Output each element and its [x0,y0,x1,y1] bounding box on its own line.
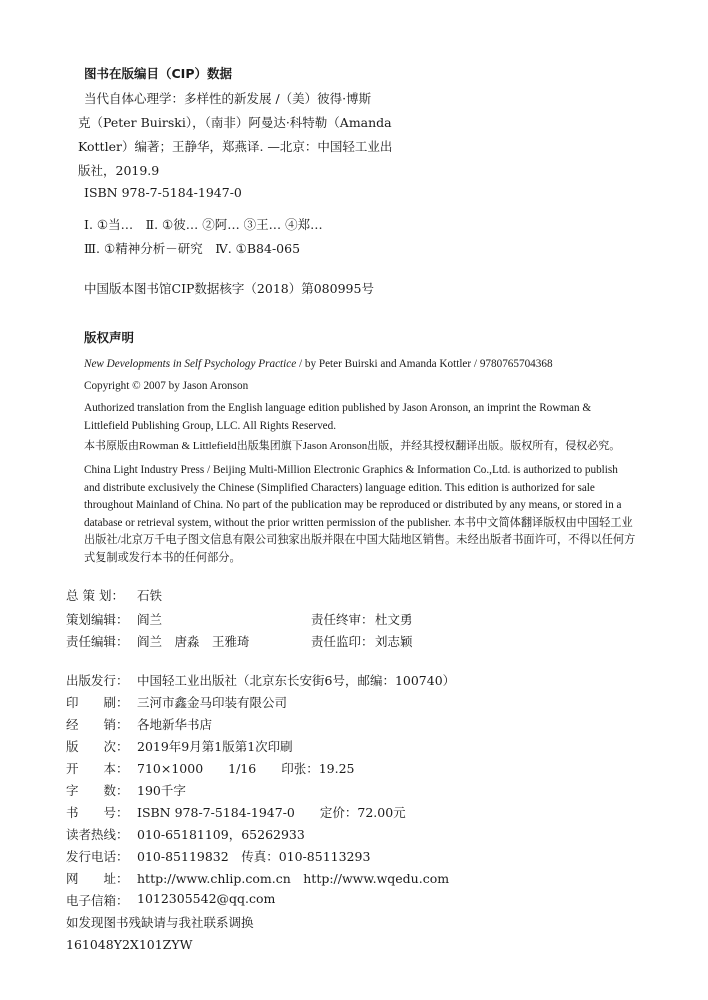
reader-hotline-label: 读者热线： [66,827,129,842]
original-edition-line [84,356,553,374]
book-number-label: 书 号： [66,805,129,820]
website-label: 网 址： [66,871,129,886]
chief-planner-label: 总 策 划： [66,588,124,603]
book-number-value: ISBN 978-7-5184-1947-0 定价：72.00元 [137,805,406,820]
cip-line: 当代自体心理学：多样性的新发展 /（美）彼得·博斯 [84,91,372,106]
original-authors-isbn: / by Peter Buirski and Amanda Kottler / 9780765704368 [296,358,553,370]
cip-classification: Ⅰ. ①当… Ⅱ. ①彼… ②阿… ③王… ④郑… [84,217,323,232]
exchange-note: 如发现图书残缺请与我社联系调换 [66,915,254,930]
final-review-label: 责任终审： [311,612,374,627]
chief-planner: 石铁 [137,588,163,603]
responsible-editor: 阎兰 唐淼 王雅琦 [137,634,250,649]
cip-core-number: 中国版本图书馆CIP数据核字（2018）第080995号 [84,281,374,296]
reader-hotline-value: 010-65181109，65262933 [137,827,305,842]
cip-isbn: ISBN 978-7-5184-1947-0 [84,185,242,200]
website-value: http://www.chlip.com.cn http://www.wqedu.com [137,871,450,886]
format-label: 开 本： [66,761,129,776]
final-review: 杜文勇 [375,612,413,627]
edition-value: 2019年9月第1版第1次印刷 [137,739,293,754]
planning-editor-label: 策划编辑： [66,612,129,627]
sales-phone-label: 发行电话： [66,849,129,864]
edition-label: 版 次： [66,739,129,754]
email-label: 电子信箱： [66,893,129,908]
publisher-label: 出版发行： [66,673,129,688]
print-supervisor-label: 责任监印： [311,634,374,649]
cip-classification: Ⅲ. ①精神分析－研究 Ⅳ. ①B84-065 [84,241,301,256]
license-statement: China Light Industry Press / Beijing Multi-Million Electronic Graphics & Information Co.,Ltd. is authorized to publish and distribute exclusively the Chinese (Simplified Characters) language edition. This edition is authorized for sale throughout Mainland of China. No part of the publication may be reproduced or distributed by any means, or stored in a database or retrieval system, without the prior written permission of the publisher. 本书中文简体翻译版权由中国轻工业出版社/北京万千电子图文信息有限公司独家出版并限在中国大陆地区销售。未经出版者书面许可，不得以任何方式复制或发行本书的任何部分。 [84,464,636,564]
copyright-line: Copyright © 2007 by Jason Aronson [84,380,249,392]
print-supervisor: 刘志颖 [375,634,413,649]
planning-editor: 阎兰 [137,612,163,627]
word-count-value: 190千字 [137,783,186,798]
format-value: 710×1000 1/16 印张：19.25 [137,761,355,776]
cip-line: 克（Peter Buirski），（南非）阿曼达·科特勒（Amanda [78,115,392,130]
cip-line: 版社，2019.9 [78,163,160,178]
sales-phone-value: 010-85119832 传真：010-85113293 [137,849,371,864]
cip-line: Kottler）编著；王静华，郑燕译. —北京：中国轻工业出 [78,139,393,154]
distributor-label: 经 销： [66,717,129,732]
zh-copyright-notice: 本书原版由Rowman & Littlefield出版集团旗下Jason Aronson出版，并经其授权翻译出版。版权所有，侵权必究。 [84,440,621,452]
copyright-heading: 版权声明 [84,330,135,345]
responsible-editor-label: 责任编辑： [66,634,129,649]
distributor-value: 各地新华书店 [137,717,213,732]
printer-label: 印 刷： [66,695,129,710]
printer-value: 三河市鑫金马印装有限公司 [137,695,288,710]
cip-heading: 图书在版编目（CIP）数据 [84,66,232,81]
print-code: 161048Y2X101ZYW [66,937,193,952]
word-count-label: 字 数： [66,783,129,798]
publisher-value: 中国轻工业出版社（北京东长安街6号，邮编：100740） [137,673,456,688]
email-value: 1012305542@qq.com [137,891,276,906]
authorized-translation: Authorized translation from the English language edition published by Jason Aronson, an imprint the Rowman & Littlefield Publishing Group, LLC. All Rights Reserved. [84,402,592,432]
original-title: New Developments in Self Psychology Practice [84,358,297,370]
